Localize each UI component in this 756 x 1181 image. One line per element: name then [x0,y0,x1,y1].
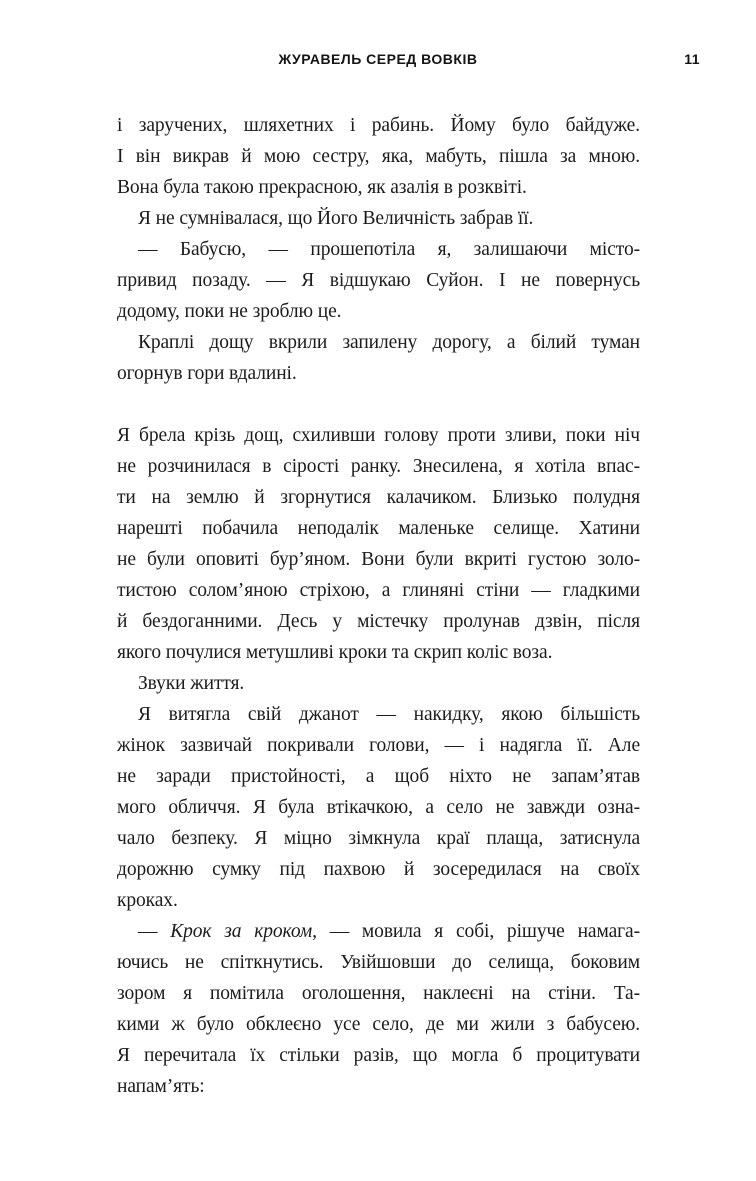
text-segment: — [138,921,171,942]
text-line: Я перечитала їх стільки разів, що могла б процитувати [117,1045,640,1066]
paragraph [117,110,640,203]
paragraph [117,420,640,668]
page-number: 11 [684,51,700,67]
text-block [117,110,640,1102]
text-line: мого обличчя. Я була втікачкою, а село не завжди озна- [117,797,640,818]
book-title-header: ЖУРАВЕЛЬ СЕРЕД ВОВКІВ [278,51,478,67]
text-line: чало безпеку. Я міцно зімкнула краї плаща, затиснула [117,828,640,849]
text-line: — Бабусю, — прошепотіла я, залишаючи місто- [138,239,640,260]
text-segment: — мовила я собі, рішуче намага- [316,921,640,942]
text-line: огорнув гори вдалині. [117,363,297,384]
italic-text: Крок за кроком, [170,921,317,942]
text-line: додому, поки не зроблю це. [117,301,342,322]
text-line: кроках. [117,890,178,911]
paragraph [117,916,640,1102]
paragraph [117,668,640,699]
text-line: Я витягла свій джанот — накидку, якою більшість [138,704,640,725]
text-line: якого почулися метушливі кроки та скрип коліс воза. [117,642,553,663]
text-line: і заручених, шляхетних і рабинь. Йому було байдуже. [117,115,640,136]
text-line: дорожню сумку під пахвою й зосередилася на своїх [117,859,640,880]
text-line: й бездоганними. Десь у містечку пролунав дзвін, після [117,611,640,632]
text-line: Краплі дощу вкрили запилену дорогу, а білий туман [138,332,640,353]
text-line: не заради пристойності, а щоб ніхто не запам’ятав [117,766,640,787]
text-line: Звуки життя. [138,673,245,694]
paragraph [117,234,640,327]
text-line: не були оповиті бур’яном. Вони були вкриті густою золо- [117,549,640,570]
text-line: І він викрав й мою сестру, яка, мабуть, пішла за мною. [117,146,640,167]
text-line: зором я помітила оголошення, наклеєні на стіни. Та- [117,983,640,1004]
text-line: Я не сумнівалася, що Його Величність забрав її. [138,208,534,229]
text-line: тистою солом’яною стріхою, а глиняні стіни — гладкими [117,580,640,601]
running-head [0,50,756,68]
text-line: Я брела крізь дощ, схиливши голову проти зливи, поки ніч [117,425,640,446]
text-line [117,916,640,947]
text-line: напам’ять: [117,1076,205,1097]
paragraph [117,699,640,916]
text-line: нарешті побачила неподалік маленьке селище. Хатини [117,518,640,539]
text-line: не розчинилася в сірості ранку. Знесилена, я хотіла впас- [117,456,640,477]
paragraph [117,327,640,389]
text-line: кими ж було обклеєно усе село, де ми жили з бабусею. [117,1014,640,1035]
text-line: ти на землю й згорнутися калачиком. Близько полудня [117,487,640,508]
paragraph [117,203,640,234]
text-line: жінок зазвичай покривали голови, — і надягла її. Але [117,735,640,756]
text-line: ючись не спіткнутись. Увійшовши до селища, боковим [117,952,640,973]
text-line: Вона була такою прекрасною, як азалія в розквіті. [117,177,527,198]
text-line: привид позаду. — Я відшукаю Суйон. І не повернусь [117,270,640,291]
